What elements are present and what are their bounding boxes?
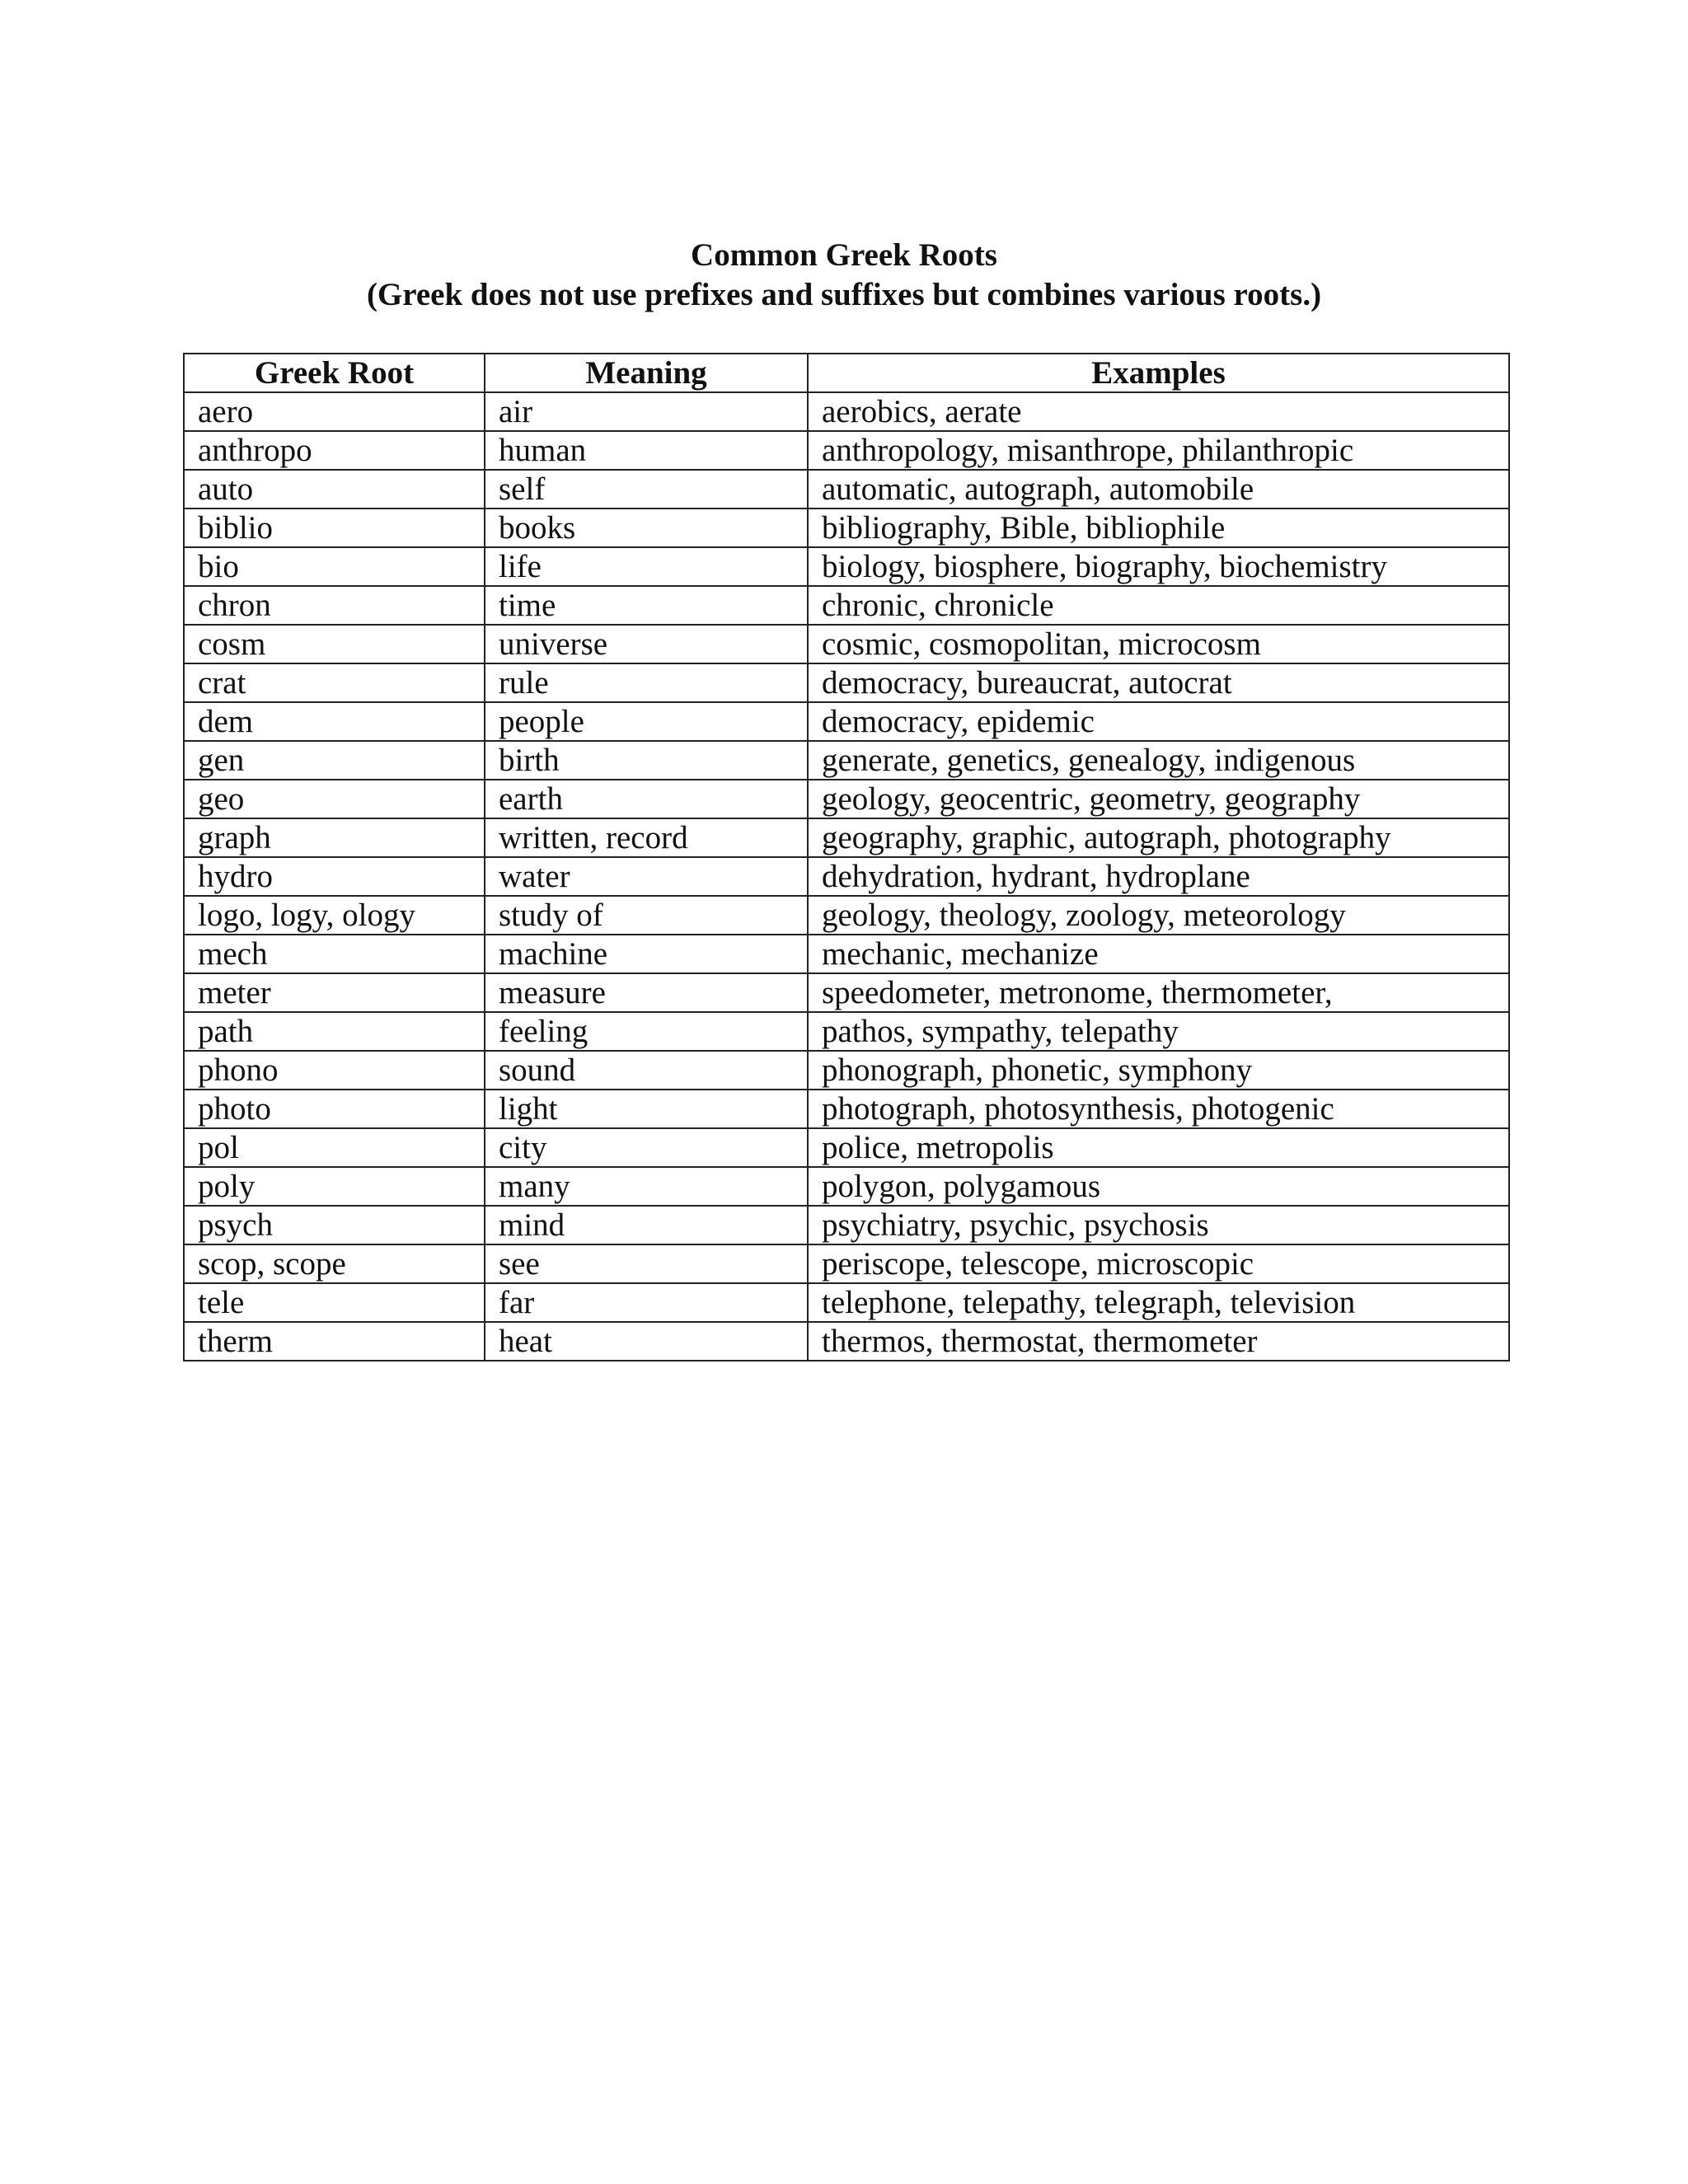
cell-greek-root: path [184, 1012, 485, 1051]
cell-greek-root: hydro [184, 857, 485, 896]
table-row [184, 741, 1509, 780]
table-row [184, 392, 1509, 431]
cell-greek-root: crat [184, 663, 485, 702]
cell-greek-root: phono [184, 1051, 485, 1090]
cell-meaning: light [485, 1090, 808, 1128]
cell-examples: psychiatry, psychic, psychosis [808, 1206, 1509, 1244]
table-row [184, 547, 1509, 586]
cell-greek-root: photo [184, 1090, 485, 1128]
table-header [184, 354, 1509, 392]
table-row [184, 896, 1509, 935]
cell-greek-root: geo [184, 780, 485, 818]
table-row [184, 1206, 1509, 1244]
cell-examples: automatic, autograph, automobile [808, 470, 1509, 509]
cell-examples: democracy, epidemic [808, 702, 1509, 741]
cell-examples: telephone, telepathy, telegraph, television [808, 1283, 1509, 1322]
cell-meaning: life [485, 547, 808, 586]
table-row [184, 1322, 1509, 1361]
table-row [184, 509, 1509, 547]
cell-meaning: people [485, 702, 808, 741]
table-row [184, 702, 1509, 741]
document-title [0, 236, 1688, 315]
cell-examples: biology, biosphere, biography, biochemistry [808, 547, 1509, 586]
cell-examples: polygon, polygamous [808, 1167, 1509, 1206]
cell-examples: photograph, photosynthesis, photogenic [808, 1090, 1509, 1128]
cell-greek-root: chron [184, 586, 485, 625]
cell-examples: geology, geocentric, geometry, geography [808, 780, 1509, 818]
cell-greek-root: scop, scope [184, 1244, 485, 1283]
table-row [184, 586, 1509, 625]
cell-meaning: written, record [485, 818, 808, 857]
cell-meaning: books [485, 509, 808, 547]
cell-meaning: water [485, 857, 808, 896]
cell-examples: geography, graphic, autograph, photography [808, 818, 1509, 857]
table-row [184, 625, 1509, 663]
table-row [184, 1283, 1509, 1322]
table-row [184, 663, 1509, 702]
cell-greek-root: pol [184, 1128, 485, 1167]
header-examples: Examples [808, 354, 1509, 392]
cell-examples: bibliography, Bible, bibliophile [808, 509, 1509, 547]
table-row [184, 857, 1509, 896]
cell-examples: chronic, chronicle [808, 586, 1509, 625]
table-body [184, 392, 1509, 1361]
cell-meaning: many [485, 1167, 808, 1206]
cell-meaning: earth [485, 780, 808, 818]
cell-greek-root: dem [184, 702, 485, 741]
table-row [184, 431, 1509, 470]
cell-examples: police, metropolis [808, 1128, 1509, 1167]
cell-examples: pathos, sympathy, telepathy [808, 1012, 1509, 1051]
cell-meaning: mind [485, 1206, 808, 1244]
cell-greek-root: poly [184, 1167, 485, 1206]
cell-meaning: time [485, 586, 808, 625]
cell-examples: thermos, thermostat, thermometer [808, 1322, 1509, 1361]
cell-meaning: measure [485, 973, 808, 1012]
cell-greek-root: meter [184, 973, 485, 1012]
cell-meaning: sound [485, 1051, 808, 1090]
cell-meaning: city [485, 1128, 808, 1167]
cell-meaning: see [485, 1244, 808, 1283]
cell-greek-root: auto [184, 470, 485, 509]
cell-meaning: rule [485, 663, 808, 702]
cell-examples: aerobics, aerate [808, 392, 1509, 431]
table-row [184, 1012, 1509, 1051]
cell-meaning: machine [485, 935, 808, 973]
cell-greek-root: graph [184, 818, 485, 857]
cell-meaning: study of [485, 896, 808, 935]
cell-meaning: birth [485, 741, 808, 780]
cell-greek-root: mech [184, 935, 485, 973]
cell-examples: cosmic, cosmopolitan, microcosm [808, 625, 1509, 663]
cell-examples: dehydration, hydrant, hydroplane [808, 857, 1509, 896]
cell-meaning: self [485, 470, 808, 509]
title-subtitle: (Greek does not use prefixes and suffixes but combines various roots.) [366, 277, 1322, 312]
cell-greek-root: biblio [184, 509, 485, 547]
cell-meaning: far [485, 1283, 808, 1322]
cell-meaning: universe [485, 625, 808, 663]
cell-greek-root: bio [184, 547, 485, 586]
table-row [184, 935, 1509, 973]
table-row [184, 1167, 1509, 1206]
greek-roots-table [183, 353, 1510, 1361]
cell-greek-root: gen [184, 741, 485, 780]
cell-greek-root: psych [184, 1206, 485, 1244]
cell-meaning: human [485, 431, 808, 470]
table-row [184, 818, 1509, 857]
cell-examples: geology, theology, zoology, meteorology [808, 896, 1509, 935]
cell-greek-root: therm [184, 1322, 485, 1361]
table-row [184, 470, 1509, 509]
table-row [184, 973, 1509, 1012]
cell-examples: periscope, telescope, microscopic [808, 1244, 1509, 1283]
cell-greek-root: tele [184, 1283, 485, 1322]
header-meaning: Meaning [485, 354, 808, 392]
cell-examples: mechanic, mechanize [808, 935, 1509, 973]
cell-meaning: feeling [485, 1012, 808, 1051]
title-main: Common Greek Roots [691, 237, 997, 273]
header-row [184, 354, 1509, 392]
header-greek-root: Greek Root [184, 354, 485, 392]
table-row [184, 1244, 1509, 1283]
table-row [184, 1051, 1509, 1090]
cell-examples: speedometer, metronome, thermometer, [808, 973, 1509, 1012]
table-row [184, 1128, 1509, 1167]
cell-meaning: air [485, 392, 808, 431]
cell-examples: anthropology, misanthrope, philanthropic [808, 431, 1509, 470]
table-row [184, 1090, 1509, 1128]
cell-greek-root: anthropo [184, 431, 485, 470]
cell-examples: phonograph, phonetic, symphony [808, 1051, 1509, 1090]
cell-greek-root: cosm [184, 625, 485, 663]
table-row [184, 780, 1509, 818]
cell-meaning: heat [485, 1322, 808, 1361]
cell-greek-root: aero [184, 392, 485, 431]
cell-examples: democracy, bureaucrat, autocrat [808, 663, 1509, 702]
cell-examples: generate, genetics, genealogy, indigenous [808, 741, 1509, 780]
cell-greek-root: logo, logy, ology [184, 896, 485, 935]
